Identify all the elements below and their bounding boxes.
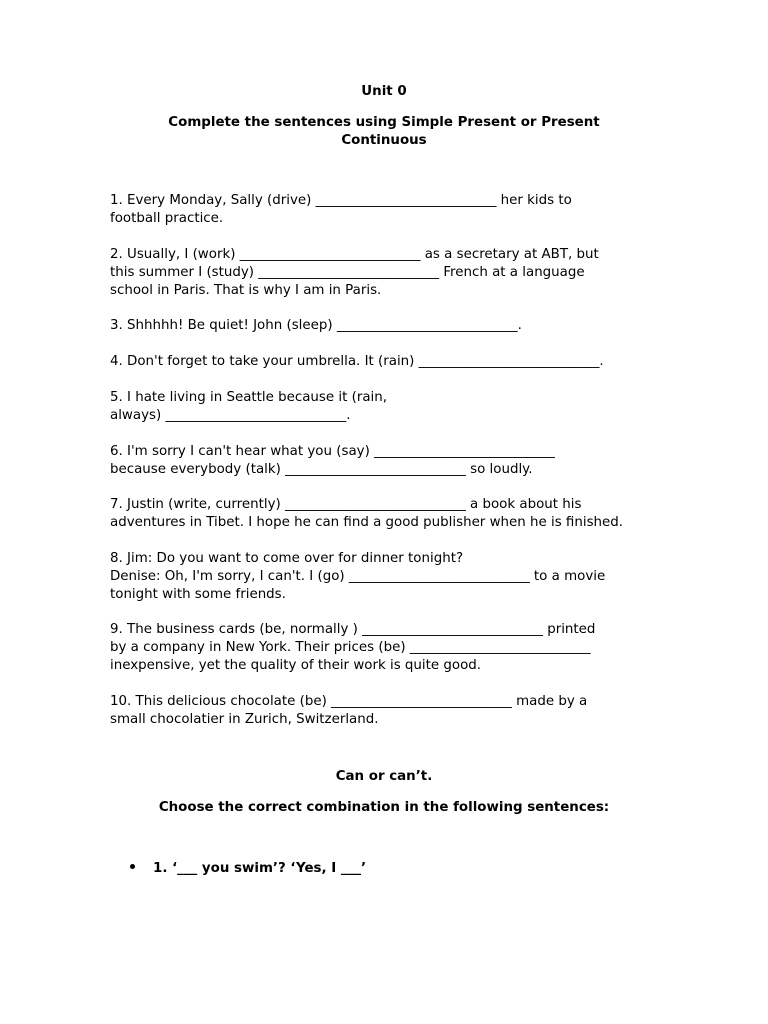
exercise-item-5 <box>110 389 670 425</box>
exercise-line: by a company in New York. Their prices (be) ___________________________ <box>110 640 591 655</box>
exercise-line: 6. I'm sorry I can't hear what you (say) ___________________________ <box>110 444 555 459</box>
exercise-item-8 <box>110 550 670 604</box>
exercise-line: 2. Usually, I (work) ___________________________ as a secretary at ABT, but <box>110 247 599 262</box>
exercise-line: because everybody (talk) ___________________________ so loudly. <box>110 462 533 477</box>
exercise-item-9 <box>110 621 670 675</box>
section-title-can-or-cant: Can or can’t. <box>335 769 433 784</box>
exercise-line: 4. Don't forget to take your umbrella. It (rain) ___________________________. <box>110 354 604 369</box>
exercise-line: 3. Shhhhh! Be quiet! John (sleep) ___________________________. <box>110 318 522 333</box>
exercise-item-1 <box>110 192 670 228</box>
exercise-line: school in Paris. That is why I am in Paris. <box>110 283 382 298</box>
exercise-instructions <box>0 114 768 150</box>
bullet-icon <box>130 864 135 869</box>
instruction-line-1: Complete the sentences using Simple Present or Present <box>168 115 600 130</box>
exercise-item-2 <box>110 246 670 300</box>
exercise-line: football practice. <box>110 211 224 226</box>
exercise-line: 7. Justin (write, currently) ___________________________ a book about his <box>110 497 582 512</box>
bullet-item-text: 1. ‘___ you swim’? ‘Yes, I ___’ <box>153 861 367 876</box>
exercise-line: Denise: Oh, I'm sorry, I can't. I (go) ___________________________ to a movie <box>110 569 606 584</box>
exercise-line: 9. The business cards (be, normally ) ___________________________ printed <box>110 622 596 637</box>
exercise-line: always) ___________________________. <box>110 408 351 423</box>
instruction-line-2: Continuous <box>341 133 427 148</box>
exercise-line: 1. Every Monday, Sally (drive) ___________________________ her kids to <box>110 193 572 208</box>
unit-title: Unit 0 <box>361 84 407 99</box>
exercise-item-6 <box>110 443 670 479</box>
exercise-item-3 <box>110 317 670 335</box>
bullet-list-item <box>130 861 366 876</box>
exercise-line: tonight with some friends. <box>110 587 286 602</box>
exercise-line: adventures in Tibet. I hope he can find a good publisher when he is finished. <box>110 515 624 530</box>
exercise-item-7 <box>110 496 670 532</box>
section-instructions: Choose the correct combination in the following sentences: <box>158 800 610 815</box>
exercise-line: inexpensive, yet the quality of their work is quite good. <box>110 658 482 673</box>
exercise-line: 8. Jim: Do you want to come over for dinner tonight? <box>110 551 464 566</box>
exercise-line: this summer I (study) ___________________________ French at a language <box>110 265 585 280</box>
exercise-item-4 <box>110 353 670 371</box>
exercise-line: small chocolatier in Zurich, Switzerland. <box>110 712 379 727</box>
exercise-item-10 <box>110 693 670 729</box>
exercise-line: 10. This delicious chocolate (be) ___________________________ made by a <box>110 694 588 709</box>
exercise-line: 5. I hate living in Seattle because it (rain, <box>110 390 388 405</box>
